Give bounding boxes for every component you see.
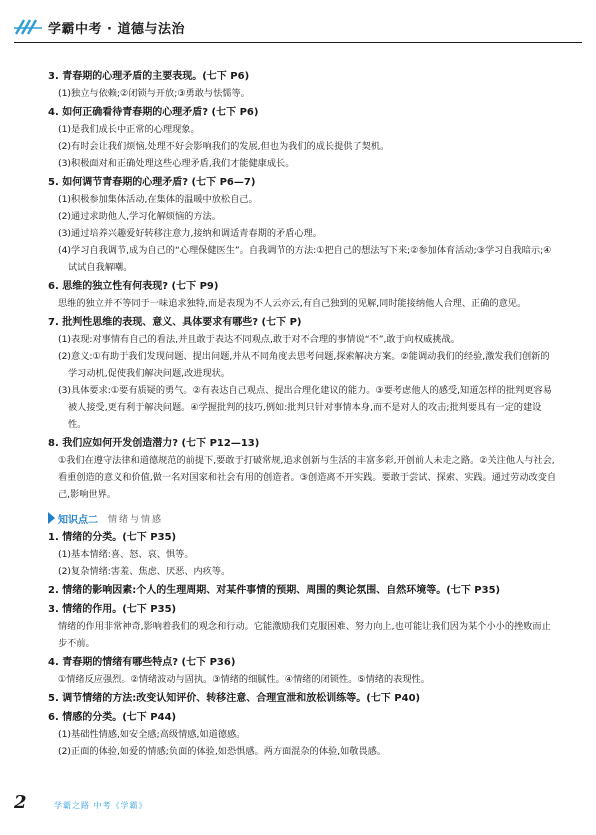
answer-line: (1)是我们成长中正常的心理现象。 <box>58 124 200 135</box>
answer-line: (2)通过求助他人,学习化解烦恼的方法。 <box>58 211 221 222</box>
answer-line: 情绪的作用非常神奇,影响着我们的观念和行动。它能激励我们克服困难、努力向上,也可能让我们因为某个小小的挫败而止步不前。 <box>58 621 551 649</box>
question-heading: 6. 情感的分类。(七下 P44) <box>48 712 177 723</box>
answer-line: (1)独立与依赖;②闭锁与开放;③勇敢与怯懦等。 <box>58 88 250 99</box>
answer-line: (4)学习自我调节,成为自己的“心理保健医生”。自我调节的方法:①把自己的想法写下来;②参加体育活动;③学习自我暗示;④试试自我解嘲。 <box>58 245 552 273</box>
page-number: 2 <box>14 792 27 813</box>
answer-line: (1)基础性情感,如安全感;高级情感,如道德感。 <box>58 729 246 740</box>
page-header <box>14 12 582 46</box>
answer-line: (2)有时会让我们烦恼,处理不好会影响我们的发展,但也为我们的成长提供了契机。 <box>58 141 390 152</box>
header-divider <box>14 42 582 43</box>
question-heading: 7. 批判性思维的表现、意义、具体要求有哪些? (七下 P) <box>48 317 302 328</box>
question-heading: 1. 情绪的分类。(七下 P35) <box>48 532 177 543</box>
section-heading <box>48 509 558 527</box>
header-title: 学霸中考 · 道德与法治 <box>48 22 185 37</box>
question-heading: 3. 青春期的心理矛盾的主要表现。(七下 P6) <box>48 71 250 82</box>
knowledge-point-2-list <box>48 530 558 760</box>
question-heading: 4. 青春期的情绪有哪些特点? (七下 P36) <box>48 657 236 668</box>
answer-line: (1)表现:对事情有自己的看法,并且敢于表达不同观点,敢于对不合理的事情说“不”,敢于向权威挑战。 <box>58 334 460 345</box>
question-heading: 4. 如何正确看待青春期的心理矛盾? (七下 P6) <box>48 107 259 118</box>
question-heading: 5. 如何调节青春期的心理矛盾? (七下 P6—7) <box>48 177 256 188</box>
answer-line: (3)积极面对和正确处理这些心理矛盾,我们才能健康成长。 <box>58 158 295 169</box>
section-label: 知识点二 <box>58 514 98 526</box>
answer-line: (2)正面的体验,如爱的情感;负面的体验,如恐惧感。两方面混杂的体验,如敬畏感。 <box>58 746 387 757</box>
answer-line: (3)具体要求:①要有质疑的勇气。②有表达自己观点、提出合理化建议的能力。③要考虑他人的感受,知道怎样的批判更容易被人接受,更有利于解决问题。④学握批判的技巧,例如:批判只针对事情本身,而不是对人的攻击;批判要具有一定的建设性。 <box>58 385 552 430</box>
page-footer <box>14 790 582 820</box>
answer-line: (3)通过培养兴趣爱好转移注意力,接纳和调适青春期的矛盾心理。 <box>58 228 322 239</box>
question-heading: 2. 情绪的影响因素:个人的生理周期、对某件事情的预期、周围的舆论氛围、自然环境等。(七下 P35) <box>48 585 501 596</box>
page-content <box>48 66 558 760</box>
question-heading: 6. 思维的独立性有何表现? (七下 P9) <box>48 281 219 292</box>
footer-brand: 学霸之路 中考《学霸》 <box>54 801 148 810</box>
answer-line: (1)基本情绪:喜、怒、哀、惧等。 <box>58 549 194 560</box>
question-heading: 8. 我们应如何开发创造潜力? (七下 P12—13) <box>48 438 260 449</box>
answer-line: 思维的独立并不等同于一味追求独特,而是表现为不人云亦云,有自己独到的见解,同时能接纳他人合理、正确的意见。 <box>58 298 527 309</box>
section-subtitle: 情绪与情感 <box>108 514 164 525</box>
question-heading: 5. 调节情绪的方法:改变认知评价、转移注意、合理宣泄和放松训练等。(七下 P40) <box>48 693 421 704</box>
brand-logo-icon <box>14 18 44 36</box>
knowledge-point-1-list <box>48 69 558 503</box>
answer-line: (2)复杂情绪:害羞、焦虑、厌恶、内疚等。 <box>58 566 231 577</box>
answer-line: (1)积极参加集体活动,在集体的温暖中放松自己。 <box>58 194 258 205</box>
question-heading: 3. 情绪的作用。(七下 P35) <box>48 604 177 615</box>
answer-line: (2)意义:①有助于我们发现问题、提出问题,并从不同角度去思考问题,探索解决方案。②能调动我们的经验,激发我们创新的学习动机,促使我们解决问题,改进现状。 <box>58 351 550 379</box>
answer-line: ①情绪反应强烈。②情绪波动与固执。③情绪的细腻性。④情绪的闭锁性。⑤情绪的表现性。 <box>58 674 430 685</box>
answer-line: ①我们在遵守法律和道德规范的前提下,要敢于打破常规,追求创新与生活的丰富多彩,开创前人未走之路。②关注他人与社会,看重创造的意义和价值,做一名对国家和社会有用的创造者。③创造离不开实践。要敢于尝试、探索、实践。通过劳动改变自己,影响世界。 <box>58 455 557 500</box>
section-marker-icon <box>48 512 55 524</box>
